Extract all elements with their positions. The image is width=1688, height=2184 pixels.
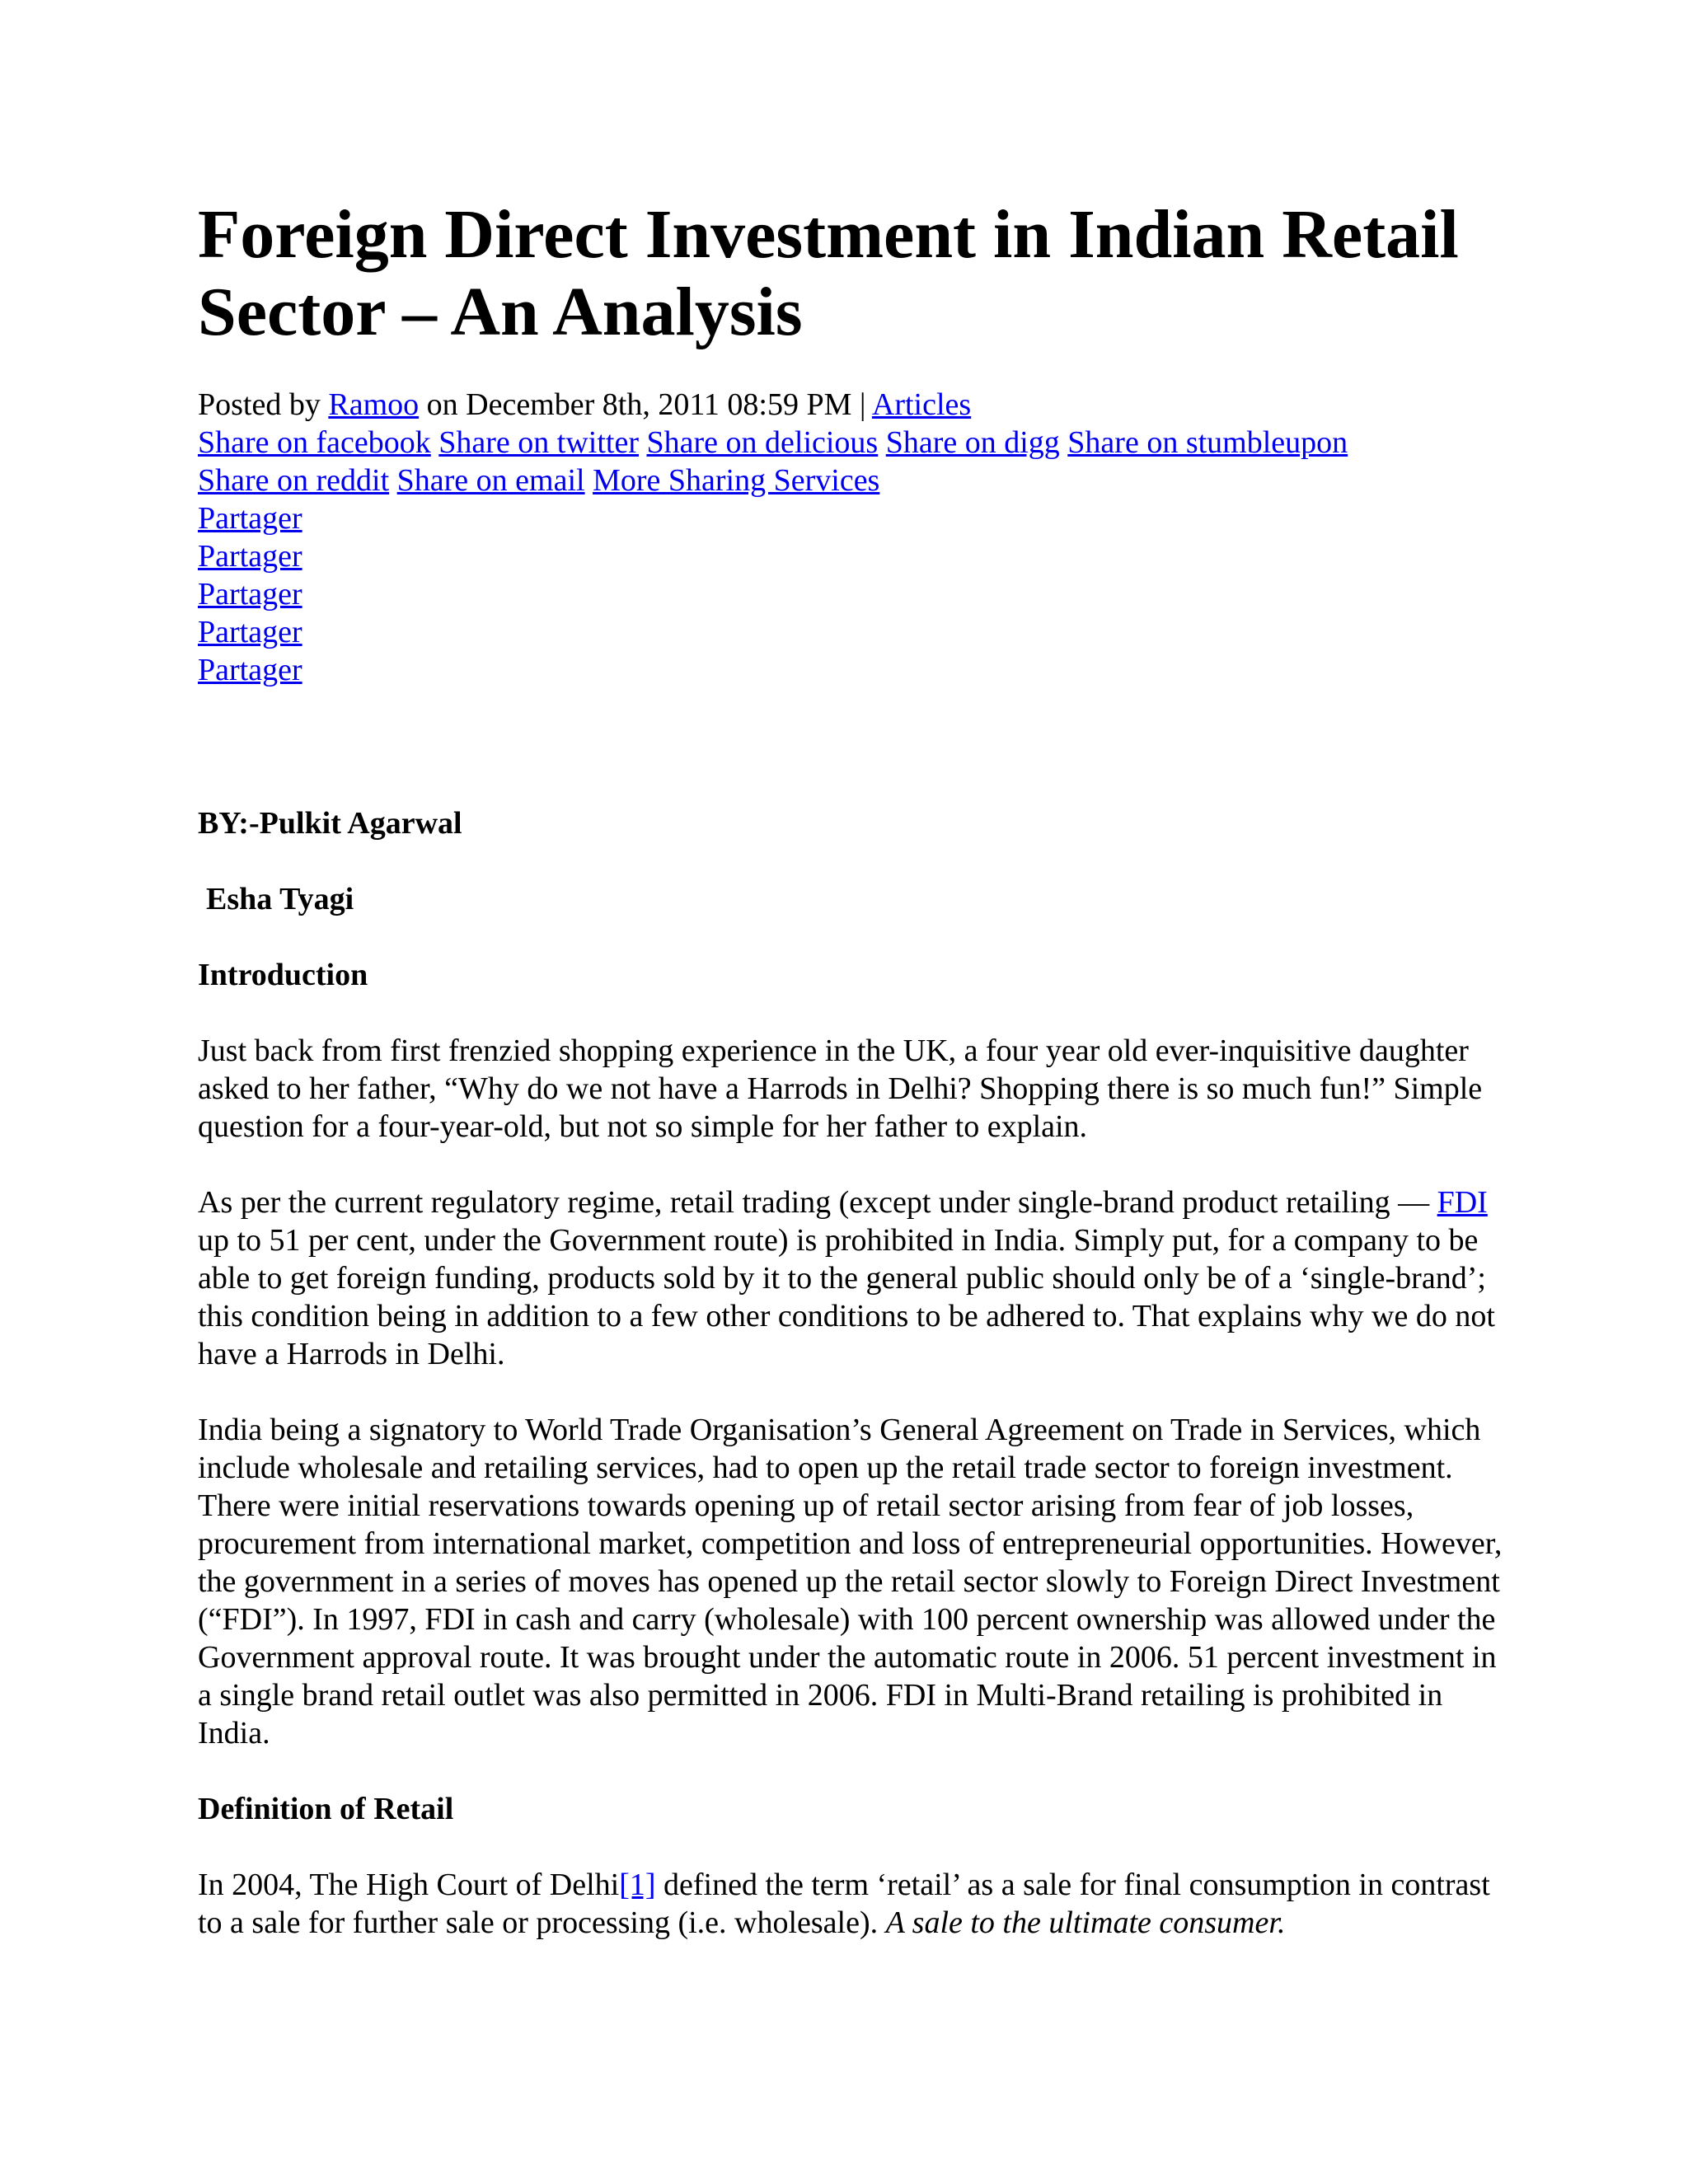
partager-link[interactable] <box>198 575 302 613</box>
posted-by-label: Posted by <box>198 387 329 422</box>
share-delicious-link[interactable]: Share on delicious <box>646 425 879 460</box>
paragraph-text <box>198 1183 1508 1373</box>
text-span: up to 51 per cent, under the Government route) is prohibited in India. Simply put, for a company to be able to get foreign funding, products sold by it to the general public should only be of a ‘single-brand’; this condition being in addition to a few other conditions to be adhered to. That explains why we do not have a Harrods in Delhi. <box>198 1223 1495 1371</box>
share-row-2 <box>198 462 879 499</box>
post-meta <box>198 386 971 424</box>
share-reddit-link[interactable]: Share on reddit <box>198 463 390 498</box>
paragraph-definition <box>198 1866 1508 1942</box>
partager-link-text[interactable]: Partager <box>198 577 302 612</box>
more-sharing-services-link[interactable]: More Sharing Services <box>593 463 880 498</box>
partager-link-text[interactable]: Partager <box>198 653 302 687</box>
share-facebook-link[interactable]: Share on facebook <box>198 425 431 460</box>
share-twitter-link[interactable]: Share on twitter <box>438 425 639 460</box>
text-span: As per the current regulatory regime, retail trading (except under single-brand product retailing — <box>198 1185 1437 1220</box>
share-stumbleupon-link[interactable]: Share on stumbleupon <box>1067 425 1348 460</box>
partager-link-text[interactable]: Partager <box>198 539 302 574</box>
partager-link[interactable] <box>198 613 302 651</box>
share-row-1 <box>198 424 1348 462</box>
paragraph-intro <box>198 1032 1508 1146</box>
category-link[interactable]: Articles <box>871 387 972 422</box>
paragraph-text: India being a signatory to World Trade Organisation’s General Agreement on Trade in Services, which include wholesale and retailing services, had to open up the retail trade sector to foreign investment. There were initial reservations towards opening up of retail sector arising from fear of job losses, procurement from international market, competition and loss of entrepreneurial opportunities. However, the government in a series of moves has opened up the retail sector slowly to Foreign Direct Investment (“FDI”). In 1997, FDI in cash and carry (wholesale) with 100 percent ownership was allowed under the Government approval route. It was brought under the automatic route in 2006. 51 percent investment in a single brand retail outlet was also permitted in 2006. FDI in Multi-Brand retailing is prohibited in India. <box>198 1413 1503 1750</box>
coauthor: Esha Tyagi <box>206 882 354 916</box>
paragraph-text <box>198 1866 1508 1942</box>
post-date: on December 8th, 2011 08:59 PM | <box>419 387 872 422</box>
partager-link-text[interactable]: Partager <box>198 501 302 536</box>
author-link[interactable]: Ramoo <box>328 387 420 422</box>
italic-text: A sale to the ultimate consumer. <box>885 1905 1286 1940</box>
partager-link[interactable] <box>198 499 302 537</box>
share-digg-link[interactable]: Share on digg <box>885 425 1060 460</box>
fdi-link[interactable]: FDI <box>1437 1185 1488 1220</box>
share-email-link[interactable]: Share on email <box>396 463 585 498</box>
section-heading-definition: Definition of Retail <box>198 1792 454 1826</box>
paragraph-wto <box>198 1411 1508 1752</box>
footnote-link[interactable]: [1] <box>619 1868 656 1902</box>
partager-link[interactable] <box>198 537 302 575</box>
article-title: Foreign Direct Investment in Indian Retail Sector – An Analysis <box>198 196 1459 350</box>
partager-link-text[interactable]: Partager <box>198 615 302 649</box>
paragraph-regulatory <box>198 1183 1508 1373</box>
text-span: In 2004, The High Court of Delhi <box>198 1868 620 1902</box>
byline: BY:-Pulkit Agarwal <box>198 806 462 841</box>
partager-link[interactable] <box>198 651 302 689</box>
paragraph-text: Just back from first frenzied shopping experience in the UK, a four year old ever-inquisitive daughter asked to her father, “Why do we not have a Harrods in Delhi? Shopping there is so much fun!” Simple question for a four-year-old, but not so simple for her father to explain. <box>198 1033 1483 1144</box>
text-span: defined the term ‘retail’ as a sale for final consumption in contrast to a sale for further sale or processing (i.e. wholesale). <box>198 1868 1490 1940</box>
section-heading-introduction: Introduction <box>198 958 368 992</box>
